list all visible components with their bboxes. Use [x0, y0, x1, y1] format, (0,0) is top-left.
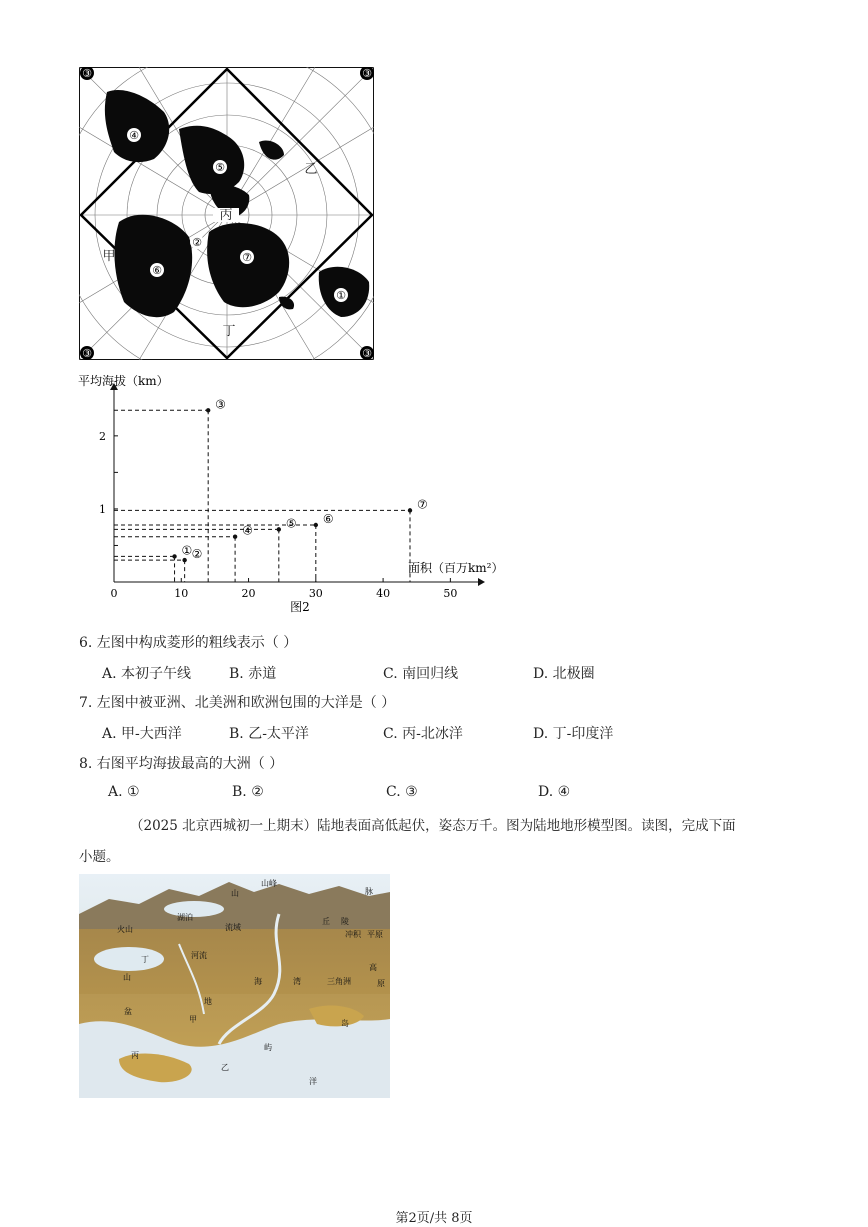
terrain-label: 丙	[131, 1051, 139, 1060]
terrain-label: 乙	[221, 1063, 229, 1072]
q8-option-d[interactable]: D. ④	[538, 784, 571, 800]
data-point	[408, 508, 412, 512]
data-point-label: ②	[191, 547, 203, 562]
data-point	[277, 527, 281, 531]
terrain-label: 陵	[341, 917, 349, 926]
q6-option-b[interactable]: B. 赤道	[229, 666, 277, 682]
terrain-label: 山峰	[261, 879, 277, 888]
terrain-label: 甲	[189, 1015, 197, 1024]
continent-label: ⑥	[152, 264, 162, 277]
terrain-model-figure	[79, 874, 390, 1098]
terrain-label: 盆	[124, 1007, 132, 1016]
continent-label: ⑦	[242, 251, 252, 264]
corner-label: ③	[362, 67, 372, 80]
y-axis-label: 平均海拔（km）	[78, 374, 169, 388]
q6-option-c[interactable]: C. 南回归线	[383, 666, 459, 682]
world-map-figure	[79, 67, 374, 360]
continent-label: ⑤	[215, 161, 225, 174]
data-point	[233, 534, 237, 538]
x-tick-label: 10	[174, 587, 189, 600]
terrain-label: 丘	[322, 917, 330, 926]
x-tick-label: 30	[308, 587, 323, 600]
q7-option-a[interactable]: A. 甲-大西洋	[102, 726, 182, 742]
terrain-label: 湖泊	[177, 913, 193, 922]
question-8-stem: 8. 右图平均海拔最高的大洲（ ）	[79, 756, 284, 772]
data-point	[206, 408, 210, 412]
x-axis-label: 面积（百万km²）	[408, 561, 504, 575]
terrain-label: 冲积	[345, 930, 361, 939]
question-7-stem: 7. 左图中被亚洲、北美洲和欧洲包围的大洋是（ ）	[79, 695, 396, 711]
question-6-stem: 6. 左图中构成菱形的粗线表示（ ）	[79, 635, 298, 651]
x-tick-label: 20	[241, 587, 256, 600]
passage-line-1: （2025 北京西城初一上期末）陆地表面高低起伏，姿态万千。图为陆地地形模型图。读图，完成下面	[130, 818, 736, 834]
terrain-label: 河流	[191, 951, 207, 960]
x-tick-label: 50	[443, 587, 458, 600]
terrain-label: 原	[377, 979, 385, 988]
terrain-label: 海	[254, 977, 262, 986]
terrain-label: 地	[204, 997, 212, 1006]
ocean-label-yi: 乙	[304, 162, 318, 177]
terrain-label: 高	[369, 963, 377, 972]
continent-label: ④	[129, 129, 139, 142]
y-tick-label: 2	[99, 429, 106, 443]
terrain-label: 三角洲	[327, 977, 351, 986]
data-point-label: ③	[215, 397, 226, 412]
ocean-label-bing: 丙	[219, 208, 233, 223]
q6-option-d[interactable]: D. 北极圈	[533, 666, 595, 682]
terrain-label: 流域	[225, 923, 241, 932]
terrain-label: 平原	[367, 930, 383, 939]
terrain-label: 脉	[365, 887, 373, 896]
q8-option-b[interactable]: B. ②	[232, 784, 264, 800]
data-point-label: ①	[181, 543, 193, 558]
ocean-label-jia: 甲	[102, 249, 116, 264]
passage-line-2: 小题。	[79, 849, 120, 865]
chart-title: 图2	[290, 600, 310, 614]
data-point	[172, 554, 176, 558]
page-footer: 第2页/共 8页	[395, 1211, 473, 1226]
q8-option-c[interactable]: C. ③	[386, 784, 418, 800]
continent-label: ①	[336, 289, 346, 302]
x-tick-label: 40	[376, 587, 391, 600]
data-point-label: ④	[242, 523, 253, 538]
y-tick-label: 1	[99, 502, 106, 516]
terrain-label: 岛	[341, 1019, 349, 1028]
terrain-label: 丁	[141, 955, 149, 964]
q7-option-d[interactable]: D. 丁-印度洋	[533, 726, 614, 742]
terrain-label: 山	[123, 973, 131, 982]
q7-option-b[interactable]: B. 乙-太平洋	[229, 726, 309, 742]
terrain-label: 山	[231, 889, 239, 898]
q8-option-a[interactable]: A. ①	[108, 784, 140, 800]
continent-altitude-chart	[72, 372, 522, 620]
data-point	[314, 523, 318, 527]
data-point	[182, 558, 186, 562]
continent-label: ②	[192, 236, 202, 249]
terrain-label: 屿	[264, 1043, 272, 1052]
q6-option-a[interactable]: A. 本初子午线	[102, 666, 192, 682]
data-point-label: ⑥	[322, 512, 334, 526]
data-point-label: ⑦	[417, 497, 428, 512]
q7-option-c[interactable]: C. 丙-北冰洋	[383, 726, 463, 742]
ocean-label-ding: 丁	[222, 324, 236, 339]
terrain-label: 湾	[293, 977, 301, 986]
x-tick-label: 0	[110, 587, 118, 600]
corner-label: ③	[362, 347, 372, 360]
data-point-label: ⑤	[285, 516, 297, 531]
corner-label: ③	[82, 67, 92, 80]
terrain-label: 洋	[309, 1077, 317, 1086]
terrain-label: 火山	[117, 925, 133, 934]
corner-label: ③	[82, 347, 92, 360]
